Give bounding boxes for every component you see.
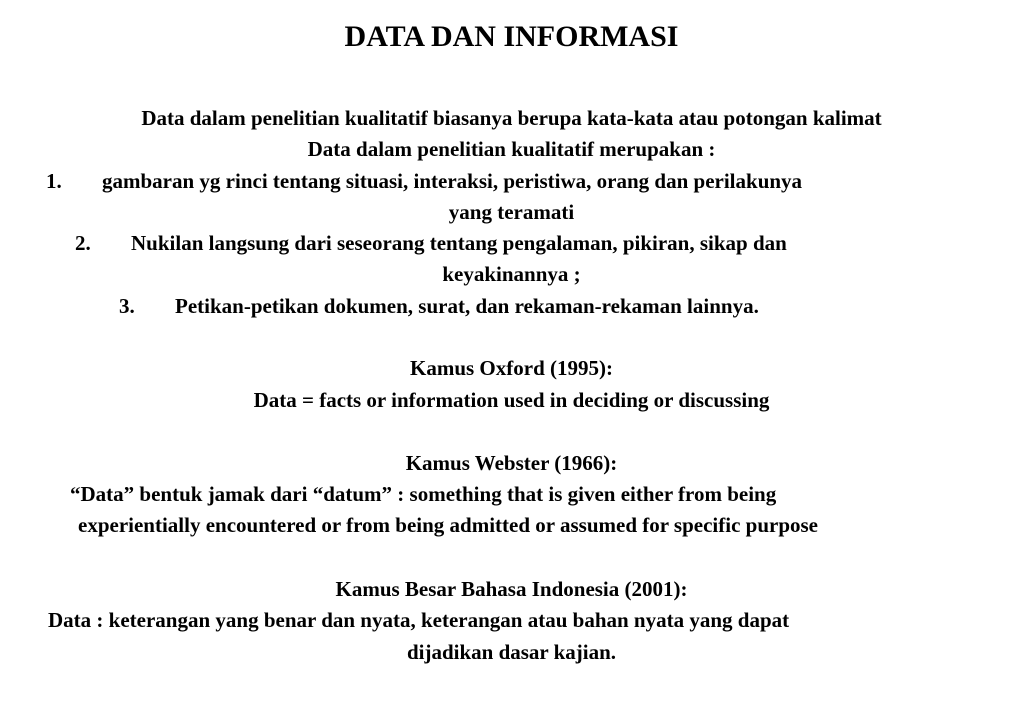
list-item-3-text: Petikan-petikan dokumen, surat, dan rekaman-rekaman lainnya. xyxy=(175,294,759,318)
list-item-2-continuation: keyakinannya ; xyxy=(442,262,581,286)
kbbi-definition-line-2: dijadikan dasar kajian. xyxy=(406,640,617,664)
oxford-heading: Kamus Oxford (1995): xyxy=(410,356,613,380)
list-item-3-number: 3. xyxy=(119,294,135,318)
kbbi-definition-line-1: Data : keterangan yang benar dan nyata, keterangan atau bahan nyata yang dapat xyxy=(48,608,790,632)
webster-definition-line-1: “Data” bentuk jamak dari “datum” : something that is given either from being xyxy=(70,482,777,506)
list-item-1-number: 1. xyxy=(46,169,62,193)
list-intro: Data dalam penelitian kualitatif merupakan : xyxy=(307,137,716,161)
list-item-1-continuation: yang teramati xyxy=(448,200,575,224)
list-item-2-text: Nukilan langsung dari seseorang tentang pengalaman, pikiran, sikap dan xyxy=(131,231,787,255)
intro-line: Data dalam penelitian kualitatif biasanya berupa kata-kata atau potongan kalimat xyxy=(141,106,882,130)
list-item-1-text: gambaran yg rinci tentang situasi, interaksi, peristiwa, orang dan perilakunya xyxy=(102,169,803,193)
kbbi-heading: Kamus Besar Bahasa Indonesia (2001): xyxy=(335,577,688,601)
page-title: DATA DAN INFORMASI xyxy=(344,20,679,53)
oxford-definition: Data = facts or information used in deciding or discussing xyxy=(253,388,770,412)
webster-definition-line-2: experientially encountered or from being admitted or assumed for specific purpose xyxy=(78,513,819,537)
list-item-2-number: 2. xyxy=(75,231,91,255)
webster-heading: Kamus Webster (1966): xyxy=(405,451,618,475)
